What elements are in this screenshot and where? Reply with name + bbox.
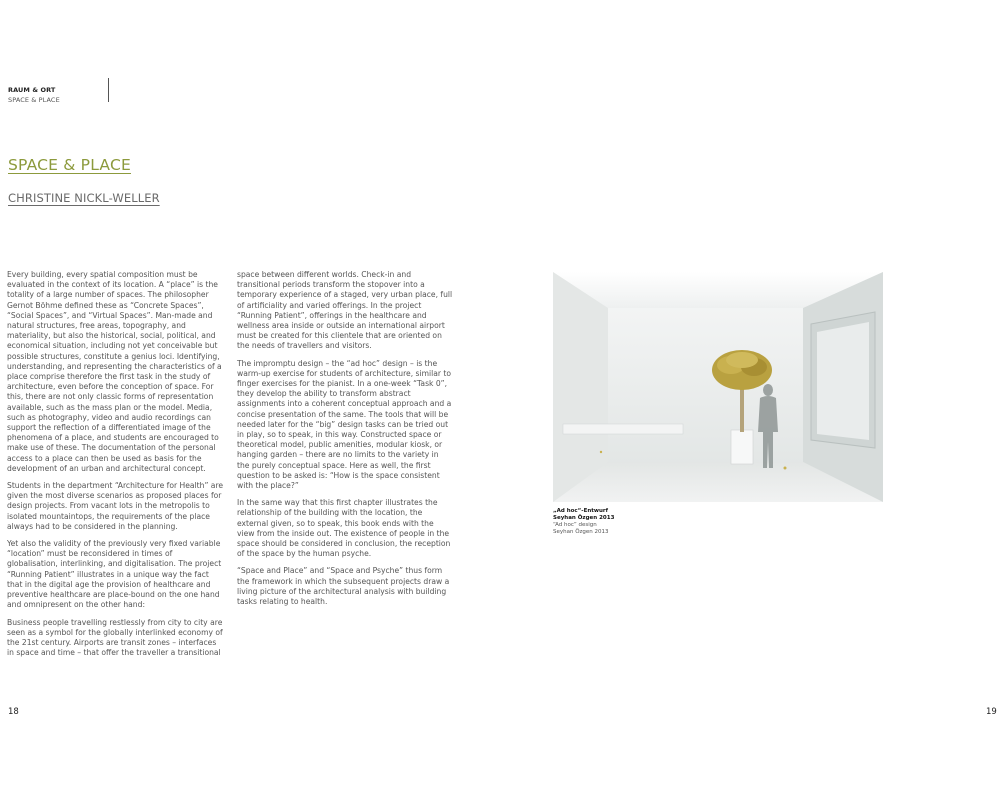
caption-credit-de: Seyhan Özgen 2013 <box>553 515 615 521</box>
paragraph: Yet also the validity of the previously very fixed variable “location” must be reconsidered in times of globalisation, interlinking, and digitalisation. The project “Running Patient” illustrates in a unique way the fact that in the digital age the provision of healthcare and preventive healthcare are place-bound on the one hand and omnipresent on the other hand: <box>7 539 222 610</box>
text-column-right <box>237 270 453 614</box>
author-name: CHRISTINE NICKL-WELLER <box>8 191 160 205</box>
paragraph: The impromptu design – the “ad hoc” design – is the warm-up exercise for students of architecture, similar to finger exercises for the pianist. In a one-week “Task 0”, they develop the ability to transform abstract assignments into a coherent conceptual approach and a concise presentation of the same. The tools that will be needed later for the “big” design tasks can be tried out in play, so to speak, in this way. Constructed space or theoretical model, public amenities, modular kiosk, or hanging garden – there are no limits to the variety in the purely conceptual space. Here as well, the first question to be asked is: “How is the space consistent with the place?” <box>237 358 452 491</box>
paragraph: Every building, every spatial composition must be evaluated in the context of its location. A “place” is the totality of a large number of spaces. The philosopher Gernot Böhme defined these as “Concrete Spaces”, “Social Spaces”, and “Virtual Spaces”. Man-made and natural structures, free areas, topography, and materiality, but also the historical, social, political, and economical situation, including not yet conceivable but possible structures, constitute a genius loci. Identifying, understanding, and representing the characteristics of a place comprise therefore the first task in the study of architecture, even before the conception of space. For this, there are not only classic forms of representation available, such as the mass plan or the model. Media, such as photography, video and audio recordings can support the reflection of a differentiated image of the phenomena of a place, and students are encouraged to make use of these. The documentation of the personal access to a place can then be used as basis for the development of an urban and architectural concept. <box>7 270 222 473</box>
paragraph: space between different worlds. Check-in and transitional periods transform the stopover into a temporary experience of a staged, very urban place, full of artificiality and varied offerings. In the project “Running Patient”, offerings in the healthcare and wellness area inside or outside an international airport must be created for this clientele that are oriented on the needs of travellers and visitors. <box>237 270 453 351</box>
page-number-right: 19 <box>986 707 997 717</box>
caption-credit-en: Seyhan Özgen 2013 <box>553 529 609 535</box>
paragraph: Students in the department “Architecture for Health” are given the most diverse scenarios as proposed places for design projects. From vacant lots in the metropolis to isolated mountaintops, the requirements of the place always had to be considered in the planning. <box>7 481 224 531</box>
caption-title-de: „Ad hoc“-Entwurf <box>553 508 608 514</box>
page-number-left: 18 <box>8 707 19 717</box>
section-label-en: SPACE & PLACE <box>8 96 60 104</box>
paragraph: In the same way that this first chapter illustrates the relationship of the building with the location, the external given, so to speak, this book ends with the view from the inside out. The existence of people in the space should be considered in conclusion, the reception of the space by the human psyche. <box>237 498 451 559</box>
paragraph: Business people travelling restlessly from city to city are seen as a symbol for the globally interlinked economy of the 21st century. Airports are transit zones – interfaces in space and time – that offer the traveller a transitional <box>7 617 223 658</box>
caption-title-en: “Ad hoc” design <box>553 522 597 528</box>
header-divider <box>108 78 109 102</box>
paragraph: “Space and Place” and “Space and Psyche” thus form the framework in which the subsequent projects draw a living picture of the architectural analysis with building tasks relating to health. <box>237 566 450 607</box>
text-column-left <box>7 270 225 665</box>
model-photo <box>553 272 883 502</box>
chapter-title: SPACE & PLACE <box>8 156 131 174</box>
section-label-de: RAUM & ORT <box>8 86 56 94</box>
